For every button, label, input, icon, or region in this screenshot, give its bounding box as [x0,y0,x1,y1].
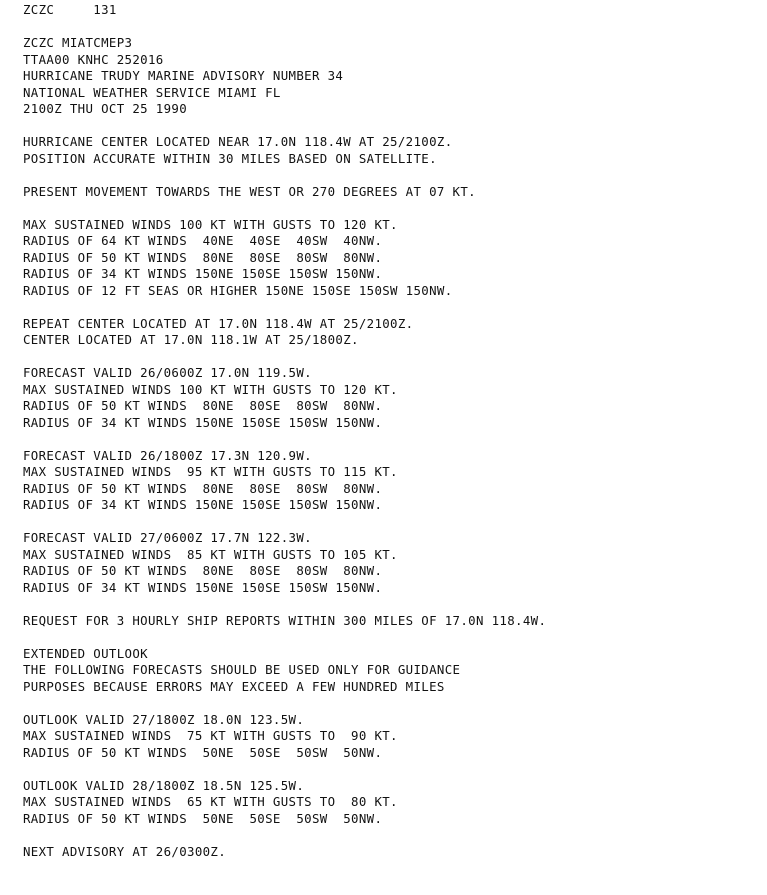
text-line: RADIUS OF 34 KT WINDS 150NE 150SE 150SW 150NW. [23,497,383,512]
text-line: CENTER LOCATED AT 17.0N 118.1W AT 25/1800Z. [23,332,359,347]
text-line: PURPOSES BECAUSE ERRORS MAY EXCEED A FEW HUNDRED MILES [23,678,445,694]
text-line: PRESENT MOVEMENT TOWARDS THE WEST OR 270 DEGREES AT 07 KT. [23,183,476,199]
blank-line [23,827,546,844]
text-line: REPEAT CENTER LOCATED AT 17.0N 118.4W AT 25/2100Z. [23,315,414,331]
text-line: MAX SUSTAINED WINDS 85 KT WITH GUSTS TO 105 KT. [23,546,398,562]
transmission-header: ZCZC 131 [23,2,117,17]
text-line: OUTLOOK VALID 28/1800Z 18.5N 125.5W. [23,777,305,793]
blank-line [23,200,546,217]
advisory-document [23,2,546,860]
text-line: TTAA00 KNHC 252016 [23,51,164,67]
blank-line [23,349,546,366]
text-line: POSITION ACCURATE WITHIN 30 MILES BASED ON SATELLITE. [23,150,437,166]
text-line: THE FOLLOWING FORECASTS SHOULD BE USED ONLY FOR GUIDANCE [23,662,461,677]
text-line: NEXT ADVISORY AT 26/0300Z. [23,843,227,859]
text-line: RADIUS OF 50 KT WINDS 50NE 50SE 50SW 50NW. [23,744,383,760]
text-line: RADIUS OF 34 KT WINDS 150NE 150SE 150SW 150NW. [23,266,383,281]
text-line: RADIUS OF 50 KT WINDS 80NE 80SE 80SW 80NW. [23,249,383,265]
blank-line [23,19,546,36]
text-line: RADIUS OF 34 KT WINDS 150NE 150SE 150SW 150NW. [23,414,383,430]
text-line: RADIUS OF 34 KT WINDS 150NE 150SE 150SW 150NW. [23,579,383,595]
text-line: FORECAST VALID 26/1800Z 17.3N 120.9W. [23,447,312,463]
text-line: MAX SUSTAINED WINDS 100 KT WITH GUSTS TO 120 KT. [23,216,398,232]
blank-line [23,167,546,184]
text-line: HURRICANE TRUDY MARINE ADVISORY NUMBER 34 [23,68,344,83]
text-line: RADIUS OF 50 KT WINDS 80NE 80SE 80SW 80NW. [23,563,383,578]
text-line: RADIUS OF 12 FT SEAS OR HIGHER 150NE 150SE 150SW 150NW. [23,282,453,298]
text-line: MAX SUSTAINED WINDS 100 KT WITH GUSTS TO 120 KT. [23,381,398,397]
text-line: EXTENDED OUTLOOK [23,645,148,661]
blank-line [23,118,546,135]
blank-line [23,299,546,316]
blank-line [23,695,546,712]
text-line: OUTLOOK VALID 27/1800Z 18.0N 123.5W. [23,711,305,727]
text-line: RADIUS OF 50 KT WINDS 80NE 80SE 80SW 80NW. [23,398,383,413]
blank-line [23,629,546,646]
text-line: NATIONAL WEATHER SERVICE MIAMI FL [23,84,281,100]
blank-line [23,761,546,778]
text-line: HURRICANE CENTER LOCATED NEAR 17.0N 118.4W AT 25/2100Z. [23,134,453,149]
text-line: 2100Z THU OCT 25 1990 [23,101,188,116]
text-line: ZCZC MIATCMEP3 [23,35,133,50]
text-line: REQUEST FOR 3 HOURLY SHIP REPORTS WITHIN 300 MILES OF 17.0N 118.4W. [23,612,547,628]
text-line: RADIUS OF 64 KT WINDS 40NE 40SE 40SW 40NW. [23,233,383,248]
blank-line [23,514,546,531]
text-line: MAX SUSTAINED WINDS 65 KT WITH GUSTS TO 80 KT. [23,794,398,809]
text-line: RADIUS OF 50 KT WINDS 50NE 50SE 50SW 50NW. [23,810,383,826]
text-line: MAX SUSTAINED WINDS 95 KT WITH GUSTS TO 115 KT. [23,464,398,479]
text-line: RADIUS OF 50 KT WINDS 80NE 80SE 80SW 80NW. [23,480,383,496]
text-line: FORECAST VALID 26/0600Z 17.0N 119.5W. [23,365,312,380]
blank-line [23,596,546,613]
text-line: MAX SUSTAINED WINDS 75 KT WITH GUSTS TO 90 KT. [23,728,398,743]
blank-line [23,431,546,448]
advisory-body [23,19,546,861]
text-line: FORECAST VALID 27/0600Z 17.7N 122.3W. [23,530,312,545]
